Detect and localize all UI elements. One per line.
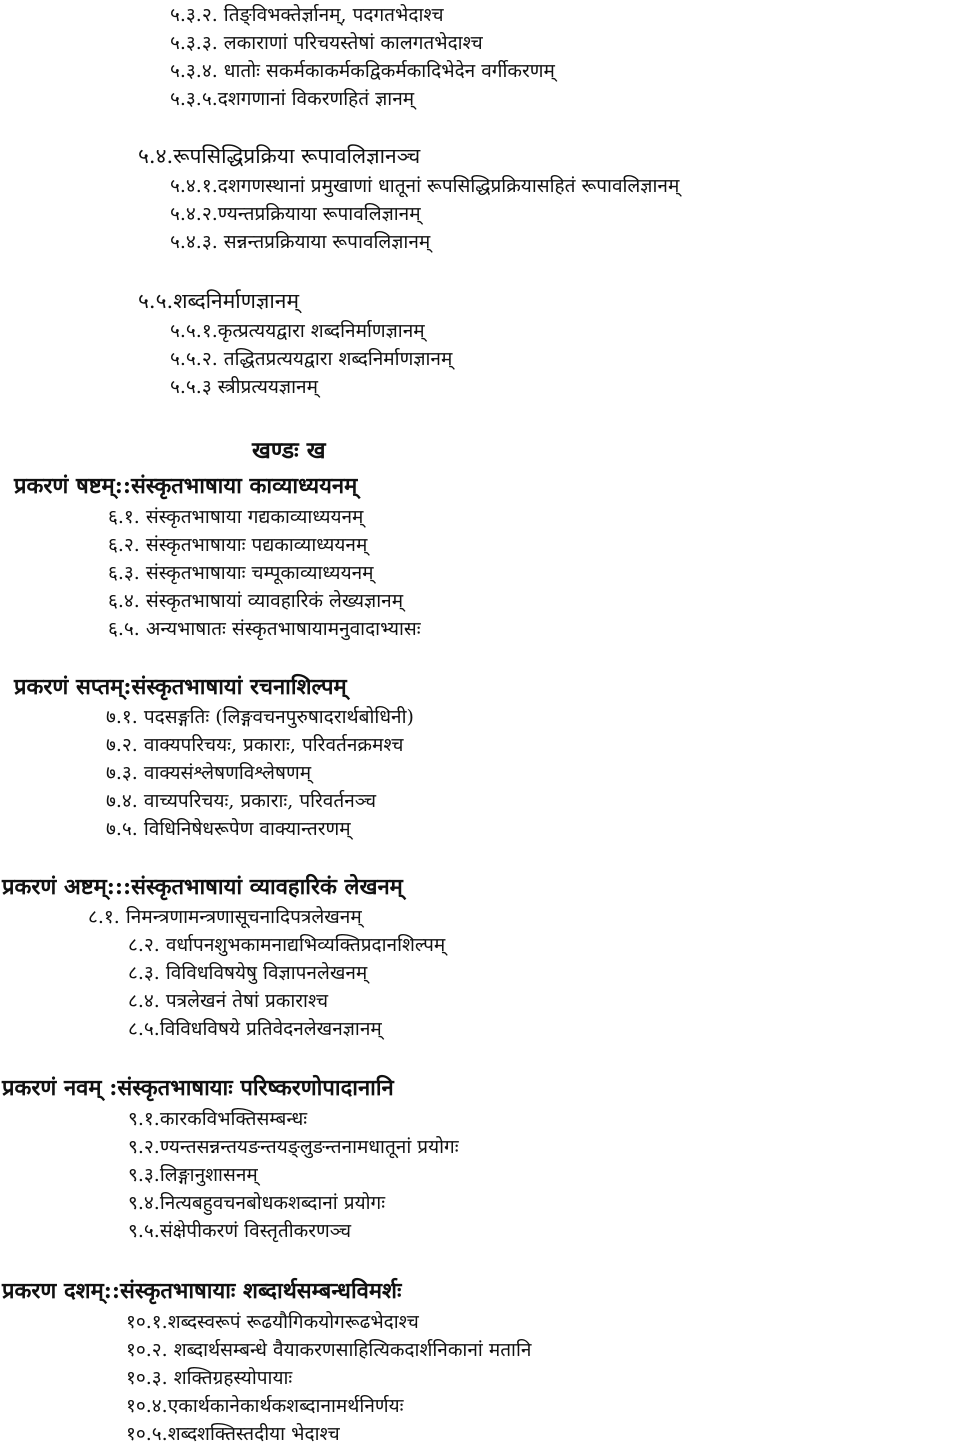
subsection-line: ५.३.३. लकाराणां परिचयस्तेषां कालगतभेदाश्च (170, 32, 483, 54)
subsection-line: ९.५.संक्षेपीकरणं विस्तृतीकरणञ्च (128, 1220, 352, 1242)
subsection-line: ८.५.विविधविषये प्रतिवेदनलेखनज्ञानम् (128, 1018, 382, 1040)
subsection-line: ७.३. वाक्यसंश्लेषणविश्लेषणम् (106, 762, 312, 784)
subsection-line: ६.१. संस्कृतभाषाया गद्यकाव्याध्ययनम् (108, 506, 364, 528)
subsection-line: १०.४.एकार्थकानेकार्थकशब्दानामर्थनिर्णयः (126, 1395, 404, 1417)
section-heading: ५.४.रूपसिद्धिप्रक्रिया रूपावलिज्ञानञ्च (138, 144, 421, 168)
chapter-heading: प्रकरणं सप्तम्:संस्कृतभाषायां रचनाशिल्पम् (14, 674, 347, 700)
part-heading: खण्डः ख (252, 437, 326, 464)
subsection-line: ८.२. वर्धापनशुभकामनाद्यभिव्यक्तिप्रदानशिल्पम् (128, 934, 446, 956)
subsection-line: १०.२. शब्दार्थसम्बन्धे वैयाकरणसाहित्यिकदार्शनिकानां मतानि (126, 1339, 532, 1361)
subsection-line: १०.३. शक्तिग्रहस्योपायाः (126, 1367, 293, 1389)
chapter-heading: प्रकरणं षष्टम्::संस्कृतभाषाया काव्याध्ययनम् (14, 473, 358, 499)
subsection-line: १०.५.शब्दशक्तिस्तदीया भेदाश्च (126, 1423, 340, 1445)
section-heading: ५.५.शब्दनिर्माणज्ञानम् (138, 289, 300, 313)
subsection-line: ९.२.ण्यन्तसन्नन्तयङन्तयङ्लुङन्तनामधातूनां प्रयोगः (128, 1136, 459, 1158)
subsection-line: ६.५. अन्यभाषातः संस्कृतभाषायामनुवादाभ्यासः (108, 618, 421, 640)
subsection-line: ६.२. संस्कृतभाषायाः पद्यकाव्याध्ययनम् (108, 534, 368, 556)
subsection-line: १०.१.शब्दस्वरूपं रूढयौगिकयोगरूढभेदाश्च (126, 1311, 419, 1333)
chapter-heading: प्रकरणं नवम् :संस्कृतभाषायाः परिष्करणोपादानानि (2, 1075, 394, 1101)
subsection-line: ५.३.४. धातोः सकर्मकाकर्मकद्विकर्मकादिभेदेन वर्गीकरणम् (170, 60, 555, 82)
chapter-heading: प्रकरण दशम्::संस्कृतभाषायाः शब्दार्थसम्बन्धविमर्शः (2, 1278, 402, 1304)
subsection-line: ७.२. वाक्यपरिचयः, प्रकाराः, परिवर्तनक्रमश्च (106, 734, 404, 756)
subsection-line: ८.३. विविधविषयेषु विज्ञापनलेखनम् (128, 962, 368, 984)
subsection-line: ५.५.३ स्त्रीप्रत्ययज्ञानम् (170, 376, 318, 398)
subsection-line: ५.५.१.कृत्प्रत्ययद्वारा शब्दनिर्माणज्ञानम् (170, 320, 425, 342)
subsection-line: ९.४.नित्यबहुवचनबोधकशब्दानां प्रयोगः (128, 1192, 386, 1214)
chapter-heading: प्रकरणं अष्टम्:::संस्कृतभाषायां व्यावहारिकं लेखनम् (2, 874, 403, 900)
subsection-line: ८.१. निमन्त्रणामन्त्रणासूचनादिपत्रलेखनम् (88, 906, 362, 928)
subsection-line: ६.४. संस्कृतभाषायां व्यावहारिकं लेख्यज्ञानम् (108, 590, 404, 612)
subsection-line: ९.३.लिङ्गानुशासनम् (128, 1164, 258, 1186)
subsection-line: ५.३.२. तिङ्विभक्तेर्ज्ञानम्, पदगतभेदाश्च (170, 4, 444, 26)
subsection-line: ५.४.१.दशगणस्थानां प्रमुखाणां धातूनां रूपसिद्धिप्रक्रियासहितं रूपावलिज्ञानम् (170, 175, 680, 197)
subsection-line: ८.४. पत्रलेखनं तेषां प्रकाराश्च (128, 990, 329, 1012)
subsection-line: ७.४. वाच्यपरिचयः, प्रकाराः, परिवर्तनञ्च (106, 790, 377, 812)
subsection-line: ७.५. विधिनिषेधरूपेण वाक्यान्तरणम् (106, 818, 351, 840)
subsection-line: ५.३.५.दशगणानां विकरणहितं ज्ञानम् (170, 88, 415, 110)
subsection-line: ९.१.कारकविभक्तिसम्बन्धः (128, 1108, 308, 1130)
subsection-line: ७.१. पदसङ्गतिः (लिङ्गवचनपुरुषादरार्थबोधिनी) (106, 706, 414, 728)
subsection-line: ६.३. संस्कृतभाषायाः चम्पूकाव्याध्ययनम् (108, 562, 374, 584)
subsection-line: ५.५.२. तद्धितप्रत्ययद्वारा शब्दनिर्माणज्ञानम् (170, 348, 453, 370)
subsection-line: ५.४.३. सन्नन्तप्रक्रियाया रूपावलिज्ञानम् (170, 231, 431, 253)
subsection-line: ५.४.२.ण्यन्तप्रक्रियाया रूपावलिज्ञानम् (170, 203, 421, 225)
